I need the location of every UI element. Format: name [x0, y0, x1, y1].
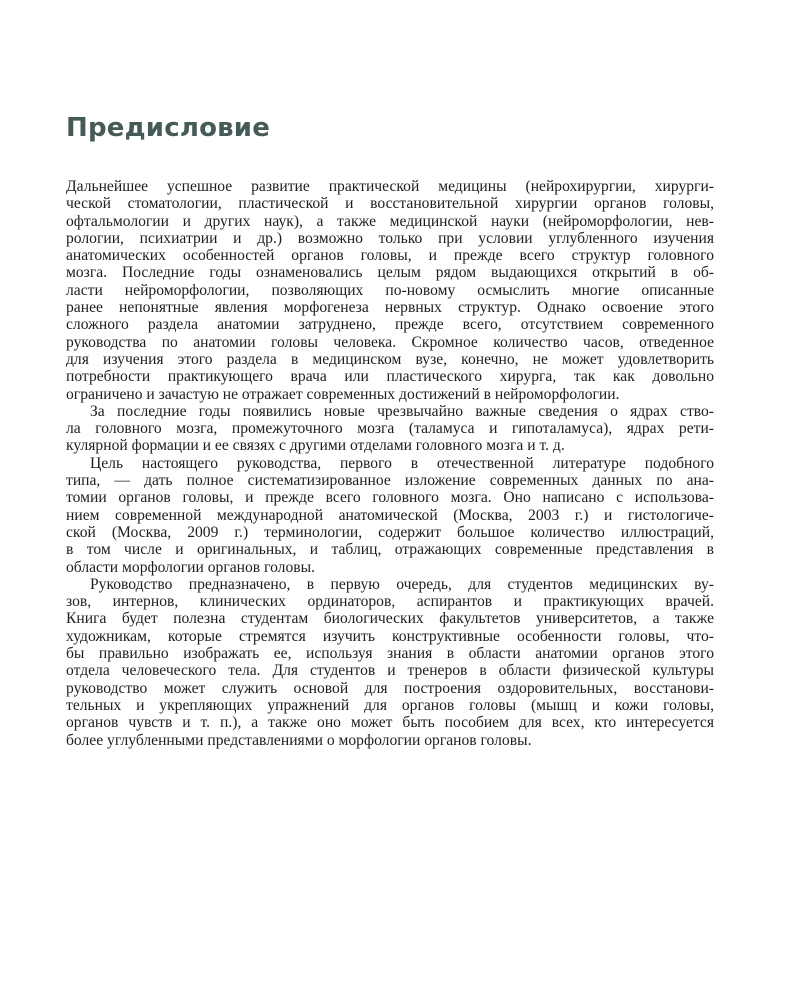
- text-line: мозга. Последние годы ознаменовались целым рядом выдающихся открытий в об-: [66, 264, 714, 282]
- text-line: более углубленными представлениями о морфологии органов головы.: [66, 731, 532, 749]
- text-line: Цель настоящего руководства, первого в отечественной литературе подобного: [90, 454, 714, 472]
- text-line: кулярной формации и ее связях с другими отделами головного мозга и т. д.: [66, 437, 565, 455]
- text-line: Руководство предназначено, в первую очередь, для студентов медицинских ву-: [90, 575, 714, 593]
- text-line: потребности практикующего врача или пластического хирурга, так как довольно: [66, 368, 714, 386]
- text-line: зов, интернов, клинических ординаторов, аспирантов и практикующих врачей.: [66, 593, 714, 611]
- paragraph: [66, 403, 714, 455]
- text-line: области морфологии органов головы.: [66, 558, 315, 576]
- text-line: художникам, которые стремятся изучить конструктивные особенности головы, что-: [66, 627, 714, 645]
- preface-text: [66, 178, 714, 749]
- text-line: ской (Москва, 2009 г.) терминологии, содержит большое количество иллюстраций,: [66, 523, 714, 541]
- text-line: тельных и укрепляющих упражнений для органов головы (мышц и кожи головы,: [66, 696, 714, 714]
- text-line: офтальмологии и других наук), а также медицинской науки (нейроморфологии, нев-: [66, 212, 714, 230]
- text-line: ласти нейроморфологии, позволяющих по-новому осмыслить многие описанные: [66, 281, 714, 299]
- text-line: для изучения этого раздела в медицинском вузе, конечно, не может удовлетворить: [66, 350, 714, 368]
- text-line: Книга будет полезна студентам биологических факультетов университетов, а также: [66, 610, 714, 628]
- paragraph: [66, 178, 714, 403]
- text-line: руководства по анатомии головы человека. Скромное количество часов, отведенное: [66, 333, 714, 351]
- text-line: ограничено и зачастую не отражает современных достижений в нейроморфологии.: [66, 385, 620, 403]
- text-line: бы правильно изображать ее, используя знания в области анатомии органов этого: [66, 645, 714, 663]
- text-line: нием современной международной анатомической (Москва, 2003 г.) и гистологиче-: [66, 506, 714, 524]
- text-line: анатомических особенностей органов головы, и прежде всего структур головного: [66, 247, 714, 265]
- text-line: руководство может служить основой для построения оздоровительных, восстанови-: [66, 679, 714, 697]
- text-line: в том числе и оригинальных, и таблиц, отражающих современные представления в: [66, 541, 714, 559]
- text-line: Дальнейшее успешное развитие практической медицины (нейрохирургии, хирурги-: [66, 178, 714, 195]
- text-line: рологии, психиатрии и др.) возможно только при условии углубленного изучения: [66, 229, 714, 247]
- page-title: Предисловие: [66, 113, 271, 143]
- text-line: отдела человеческого тела. Для студентов и тренеров в области физической культуры: [66, 662, 714, 680]
- text-line: органов чувств и т. п.), а также оно может быть пособием для всех, кто интересуется: [66, 714, 714, 732]
- text-line: ранее непонятные явления морфогенеза нервных структур. Однако освоение этого: [66, 299, 714, 317]
- text-line: томии органов головы, и прежде всего головного мозга. Оно написано с использова-: [66, 489, 714, 507]
- text-line: ла головного мозга, промежуточного мозга (таламуса и гипоталамуса), ядрах рети-: [66, 420, 714, 438]
- paragraph: [66, 455, 714, 576]
- text-line: ческой стоматологии, пластической и восстановительной хирургии органов головы,: [66, 195, 714, 213]
- text-line: сложного раздела анатомии затруднено, прежде всего, отсутствием современного: [66, 316, 714, 334]
- paragraph: [66, 576, 714, 749]
- text-line: За последние годы появились новые чрезвычайно важные сведения о ядрах ство-: [90, 402, 714, 420]
- text-line: типа, — дать полное систематизированное изложение современных данных по ана-: [66, 472, 714, 490]
